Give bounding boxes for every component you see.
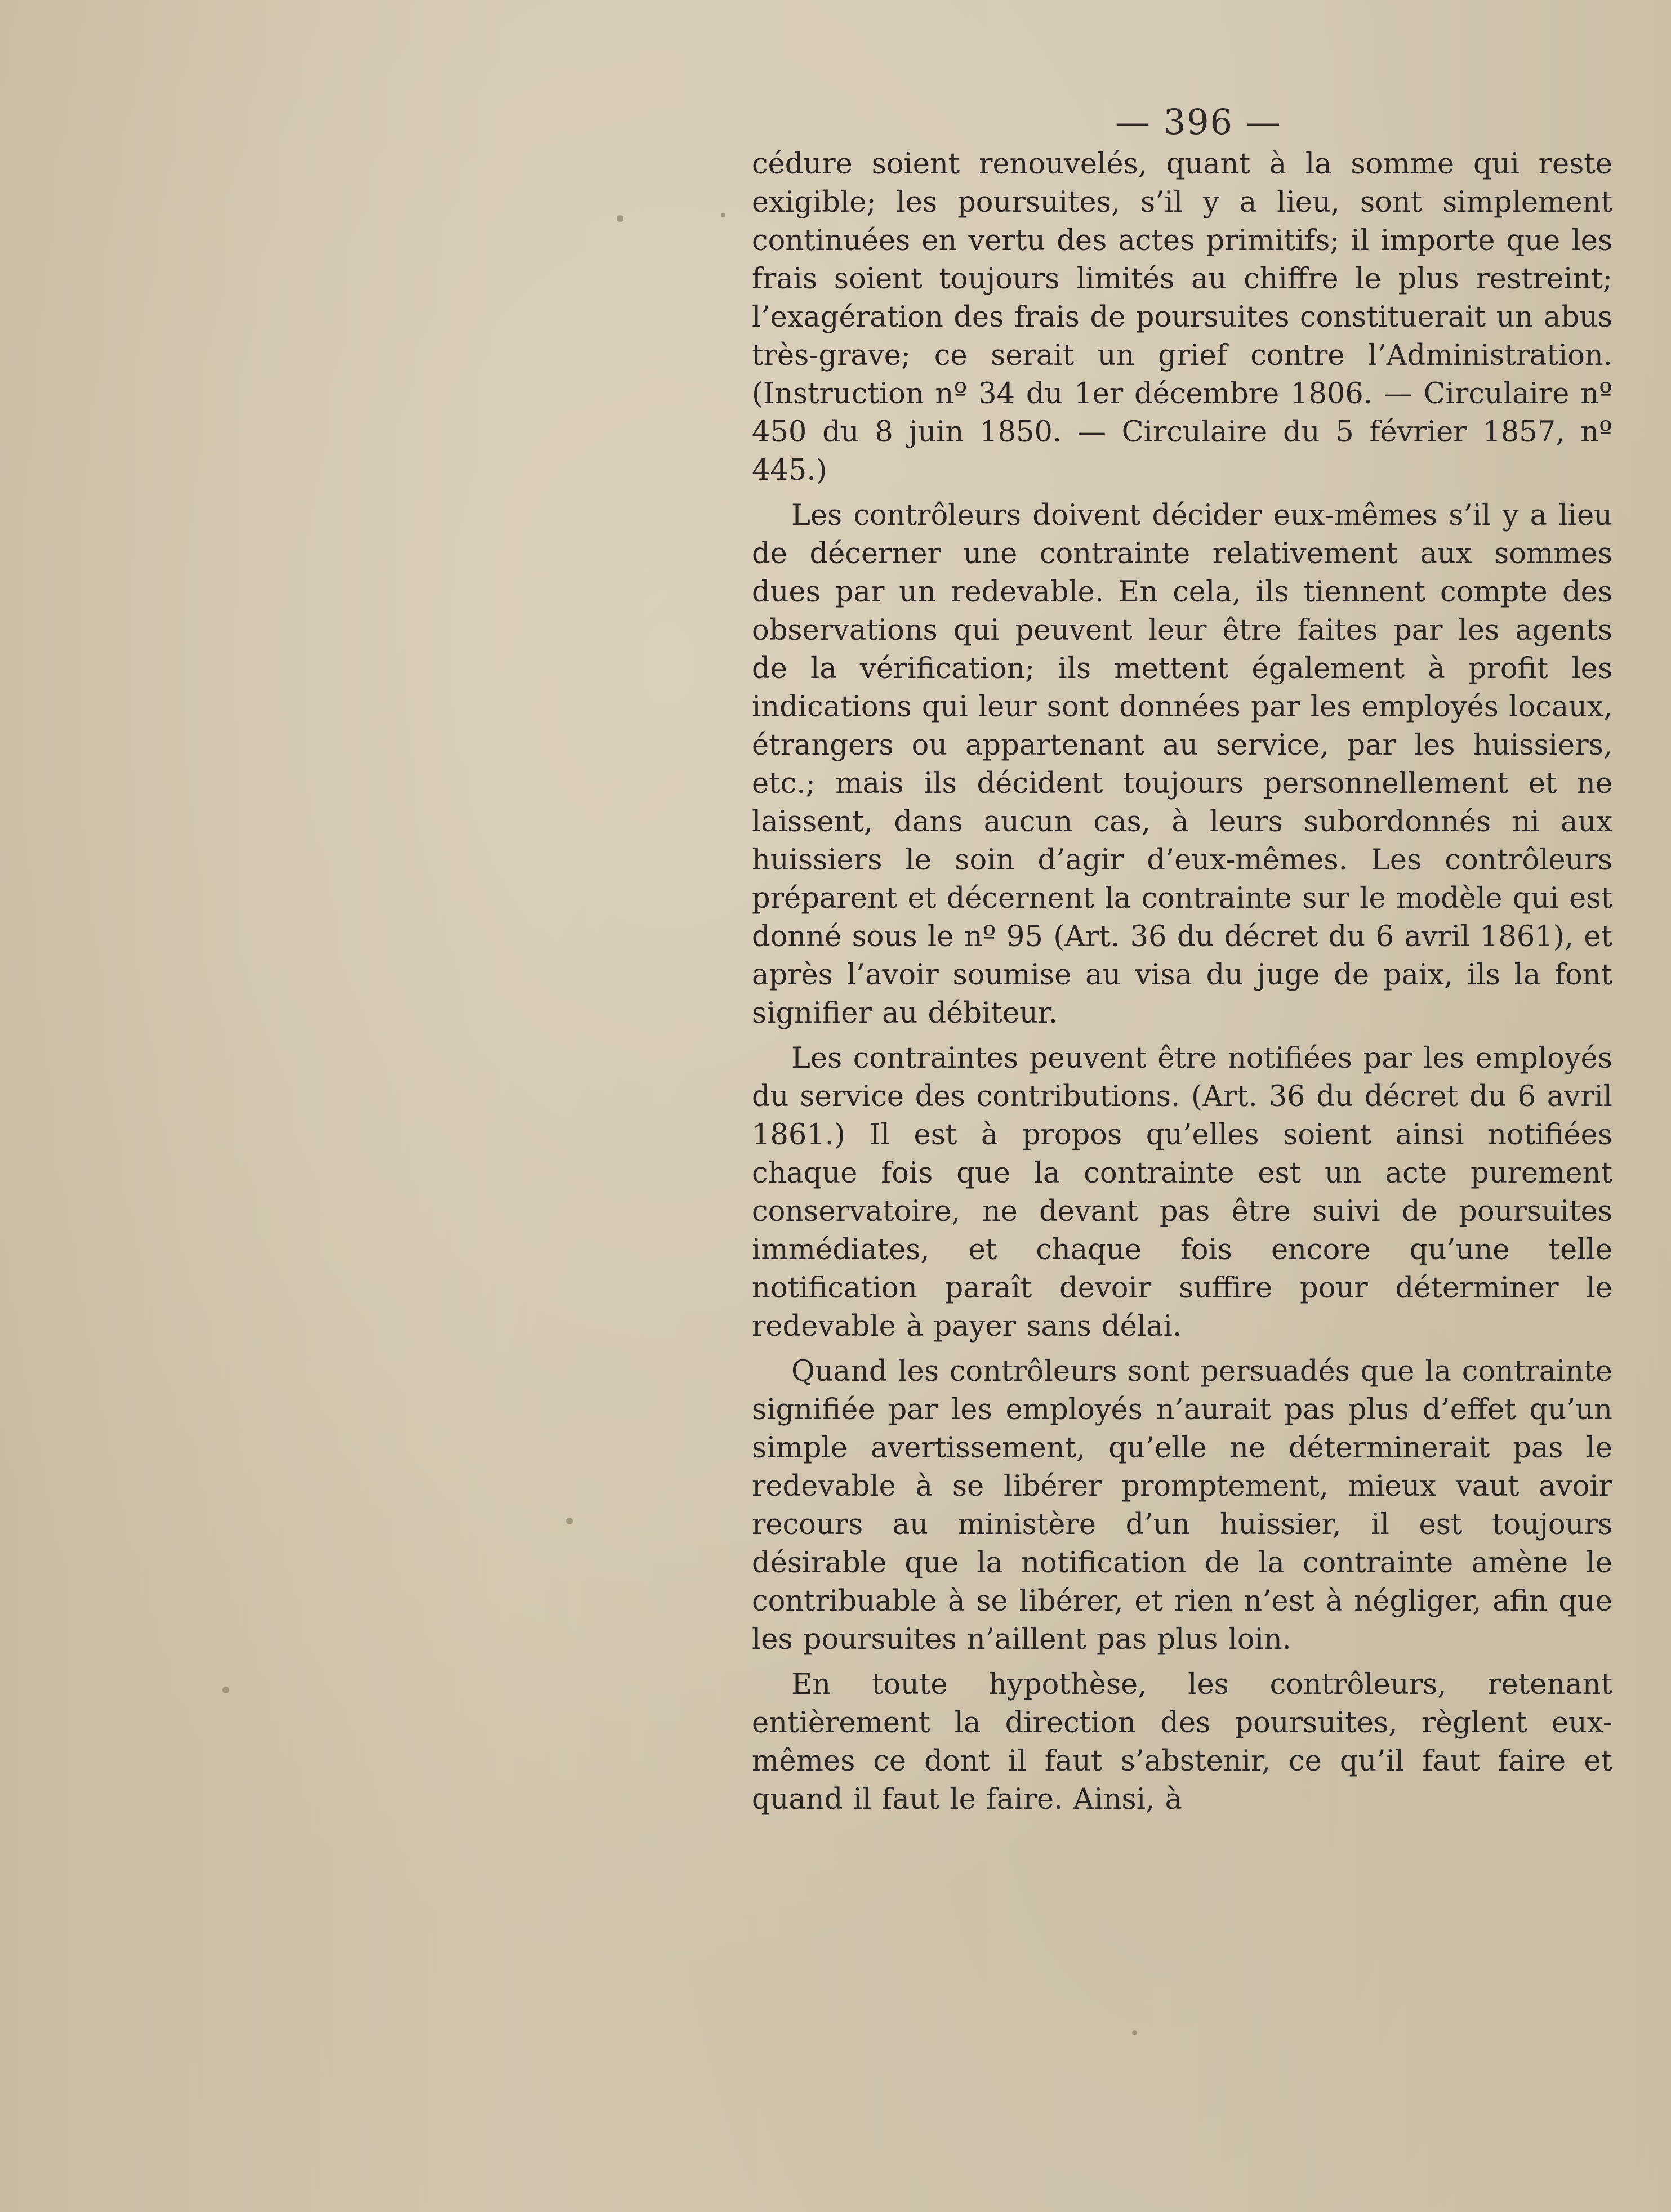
paragraph: En toute hypothèse, les contrôleurs, retenant entièrement la direction des poursuites, règlent eux-mêmes ce dont il faut s’abstenir, ce qu’il faut faire et quand il faut le faire. Ainsi, à	[752, 1668, 1612, 1816]
paragraph-continuation: cédure soient renouvelés, quant à la somme qui reste exigible; les poursuites, s’il y a lieu, sont simplement continuées en vertu des actes primitifs; il importe que les frais soient toujours limités au chiffre le plus restreint; l’exagération des frais de poursuites constituerait un abus très-grave; ce serait un grief contre l’Administration. (Instruction nº 34 du 1er décembre 1806. — Circulaire nº 450 du 8 juin 1850. — Circulaire du 5 février 1857, nº 445.)	[752, 148, 1612, 487]
paragraph: Quand les contrôleurs sont persuadés que la contrainte signifiée par les employés n’aurait pas plus d’effet qu’un simple avertissement, qu’elle ne déterminerait pas le redevable à se libérer promptement, mieux vaut avoir recours au ministère d’un huissier, il est toujours désirable que la notification de la contrainte amène le contribuable à se libérer, et rien n’est à négliger, afin que les poursuites n’aillent pas plus loin.	[752, 1355, 1612, 1656]
paper-speck	[721, 213, 725, 217]
body-text	[752, 145, 1612, 1826]
paper-speck	[1132, 2030, 1137, 2035]
paper-speck	[566, 1518, 573, 1524]
page-number: — 396 —	[1115, 101, 1282, 142]
paper-speck	[617, 215, 623, 222]
paper-speck	[222, 1687, 229, 1693]
paragraph: Les contrôleurs doivent décider eux-mêmes s’il y a lieu de décerner une contrainte relativement aux sommes dues par un redevable. En cela, ils tiennent compte des observations qui peuvent leur être faites par les agents de la vérification; ils mettent également à profit les indications qui leur sont données par les employés locaux, étrangers ou appartenant au service, par les huissiers, etc.; mais ils décident toujours personnellement et ne laissent, dans aucun cas, à leurs subordonnés ni aux huissiers le soin d’agir d’eux-mêmes. Les contrôleurs préparent et décernent la contrainte sur le modèle qui est donné sous le nº 95 (Art. 36 du décret du 6 avril 1861), et après l’avoir soumise au visa du juge de paix, ils la font signifier au débiteur.	[752, 499, 1612, 1030]
paragraph: Les contraintes peuvent être notifiées par les employés du service des contributions. (Art. 36 du décret du 6 avril 1861.) Il est à propos qu’elles soient ainsi notifiées chaque fois que la contrainte est un acte purement conservatoire, ne devant pas être suivi de poursuites immédiates, et chaque fois encore qu’une telle notification paraît devoir suffire pour déterminer le redevable à payer sans délai.	[752, 1042, 1612, 1343]
